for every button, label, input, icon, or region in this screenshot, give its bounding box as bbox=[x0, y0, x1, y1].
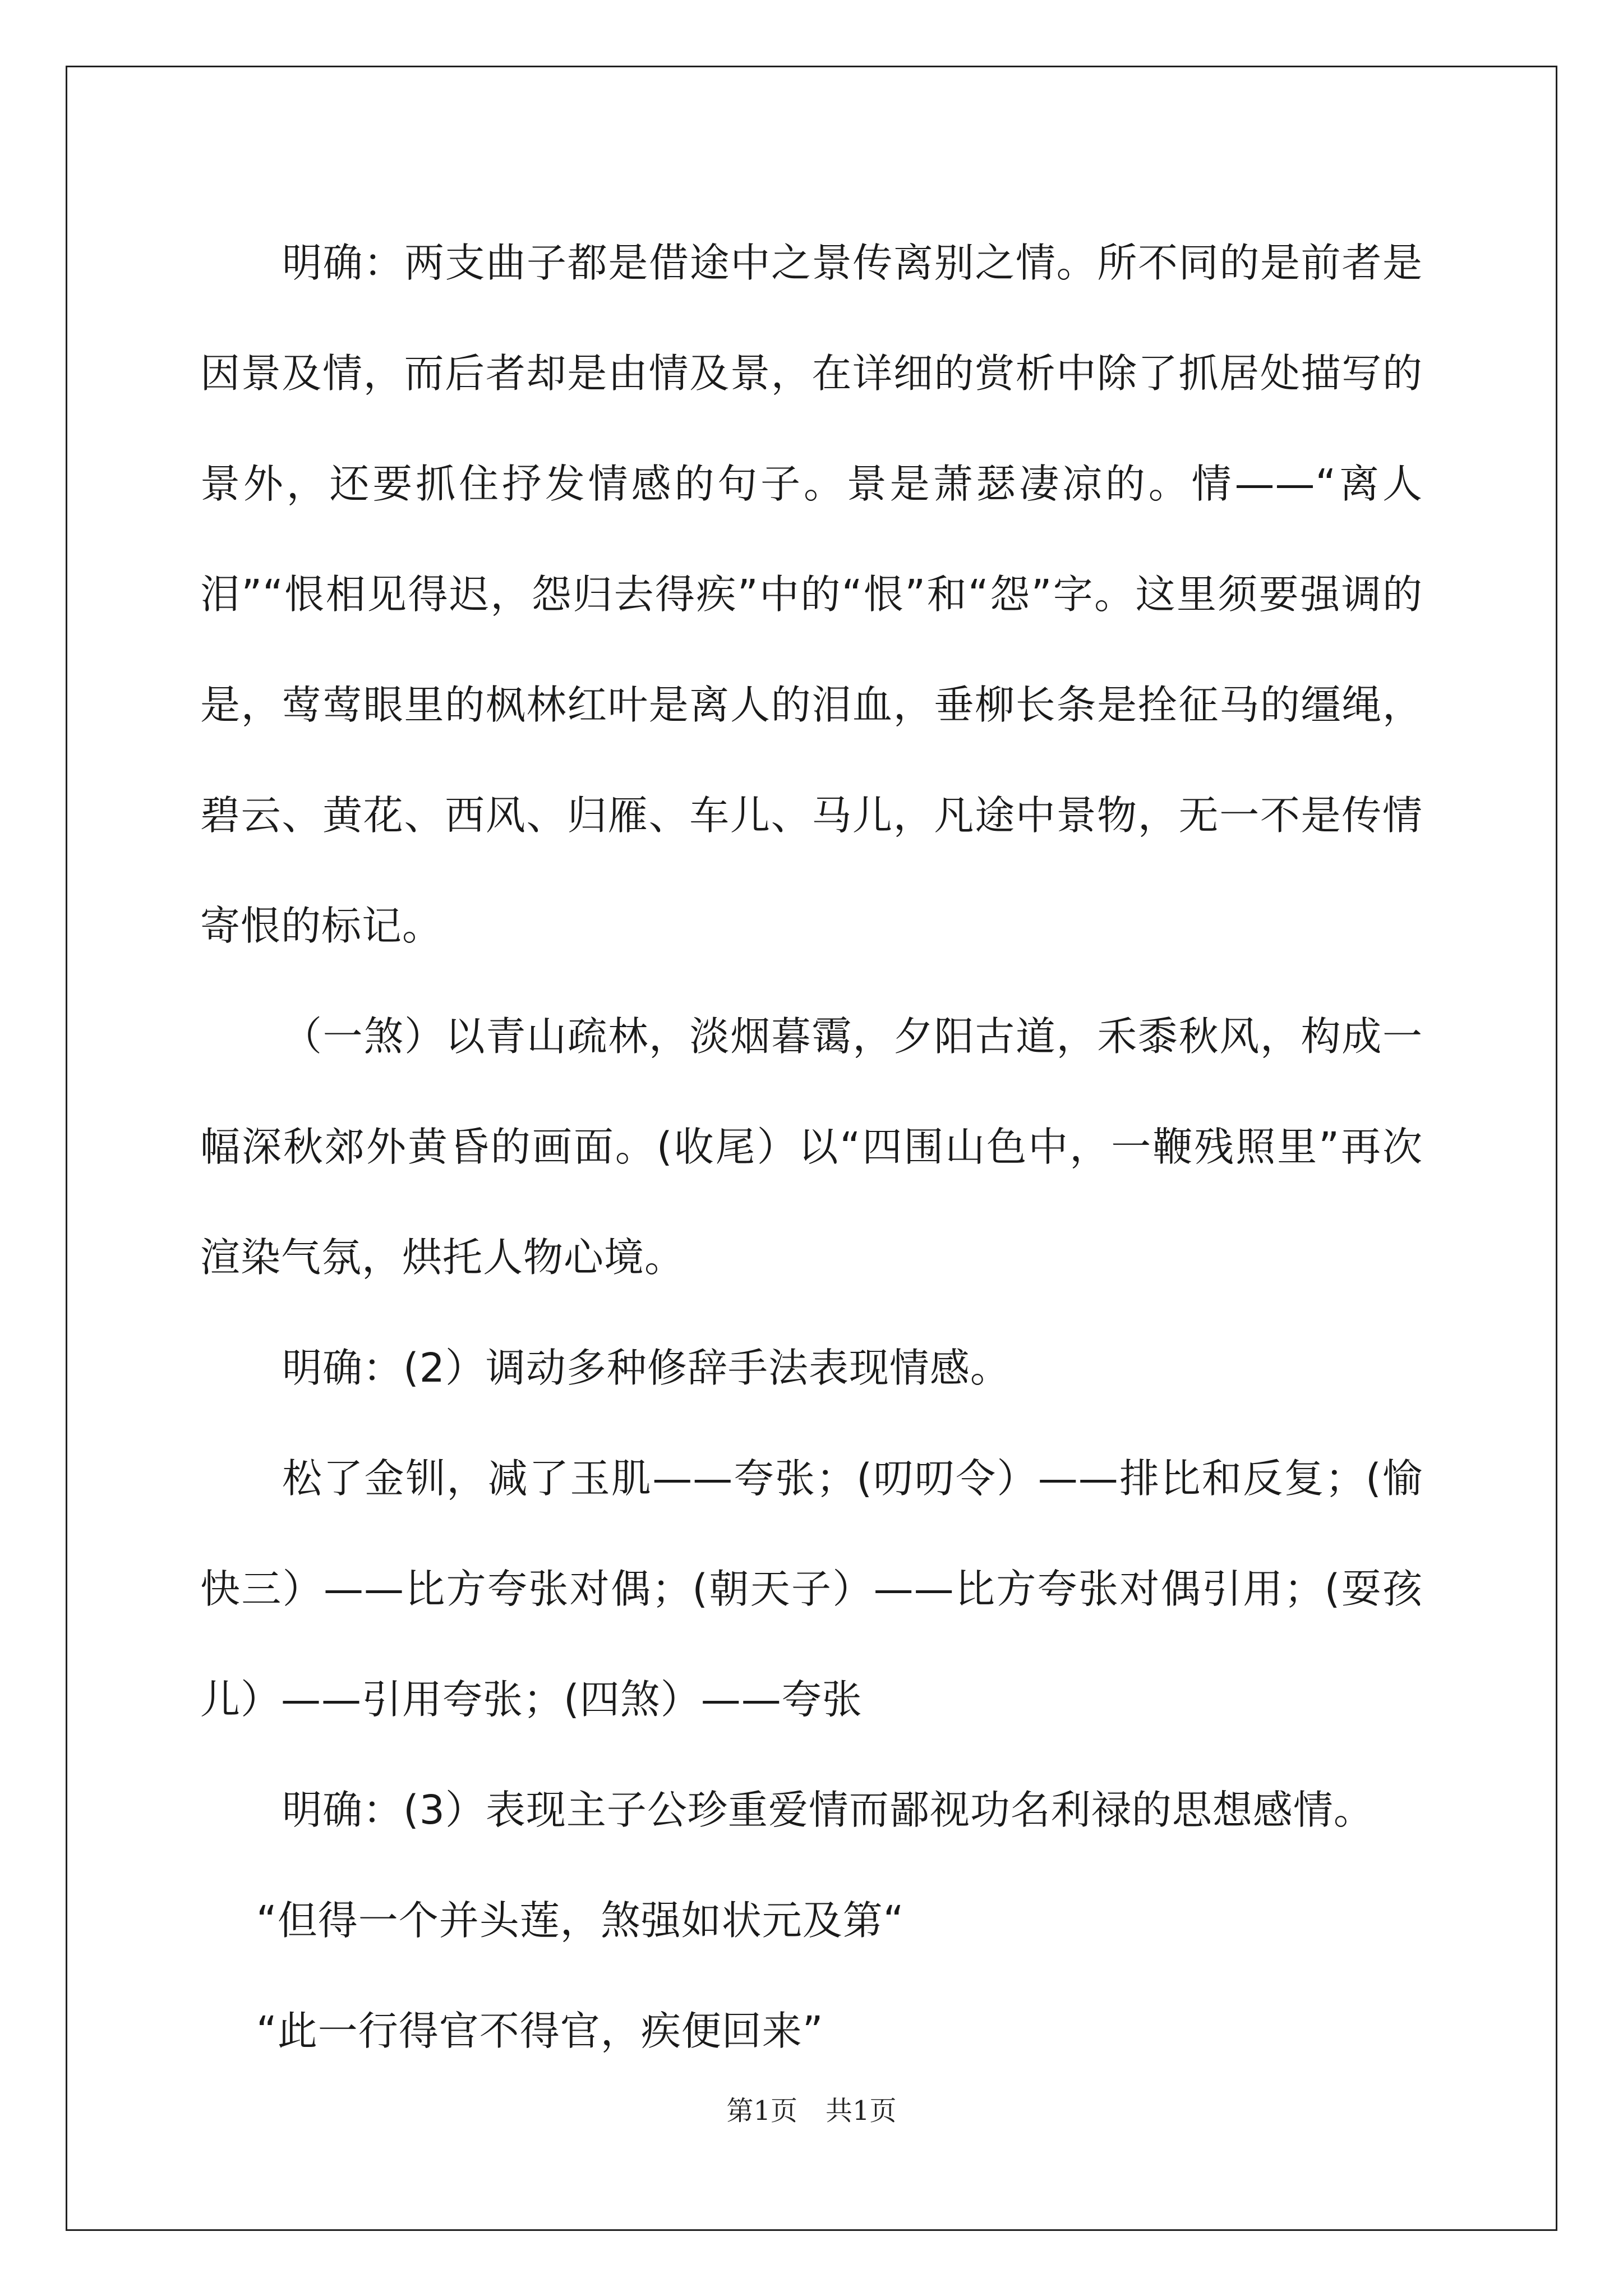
paragraph-yisha: （一煞）以青山疏林，淡烟暮霭，夕阳古道，禾黍秋风，构成一幅深秋郊外黄昏的画面。(收尾）以“四围山色中，一鞭残照里”再次渲染气氛，烘托人物心境。 bbox=[200, 1013, 1423, 1281]
document-body bbox=[200, 208, 1423, 2086]
paragraph-explanation: 明确：两支曲子都是借途中之景传离别之情。所不同的是前者是因景及情，而后者却是由情及景，在详细的赏析中除了抓居处描写的景外，还要抓住抒发情感的句子。景是萧瑟凄凉的。情——“离人泪”“恨相见得迟，怨归去得疾”中的“恨”和“怨”字。这里须要强调的是，莺莺眼里的枫林红叶是离人的泪血，垂柳长条是拴征马的缰绳，碧云、黄花、西风、归雁、车儿、马儿，凡途中景物，无一不是传情寄恨的标记。 bbox=[200, 240, 1423, 949]
paragraph-rhetoric-heading: 明确：(2）调动多种修辞手法表现情感。 bbox=[282, 1345, 1011, 1391]
page-number: 第1页 bbox=[726, 2095, 797, 2127]
paragraph-theme: 明确：(3）表现主子公珍重爱情而鄙视功名利禄的思想感情。 bbox=[282, 1787, 1374, 1833]
quote-lotus: “但得一个并头莲，煞强如状元及第“ bbox=[256, 1897, 905, 1944]
quote-return: “此一行得官不得官，疾便回来” bbox=[256, 2008, 824, 2054]
page-footer bbox=[0, 2089, 1623, 2128]
paragraph-rhetoric-list: 松了金钏，减了玉肌——夸张；(叨叨令）——排比和反复；(愉快三）——比方夸张对偶；(朝天子）——比方夸张对偶引用；(耍孩儿）——引用夸张；(四煞）——夸张 bbox=[200, 1455, 1423, 1723]
page-total: 共1页 bbox=[826, 2095, 897, 2127]
